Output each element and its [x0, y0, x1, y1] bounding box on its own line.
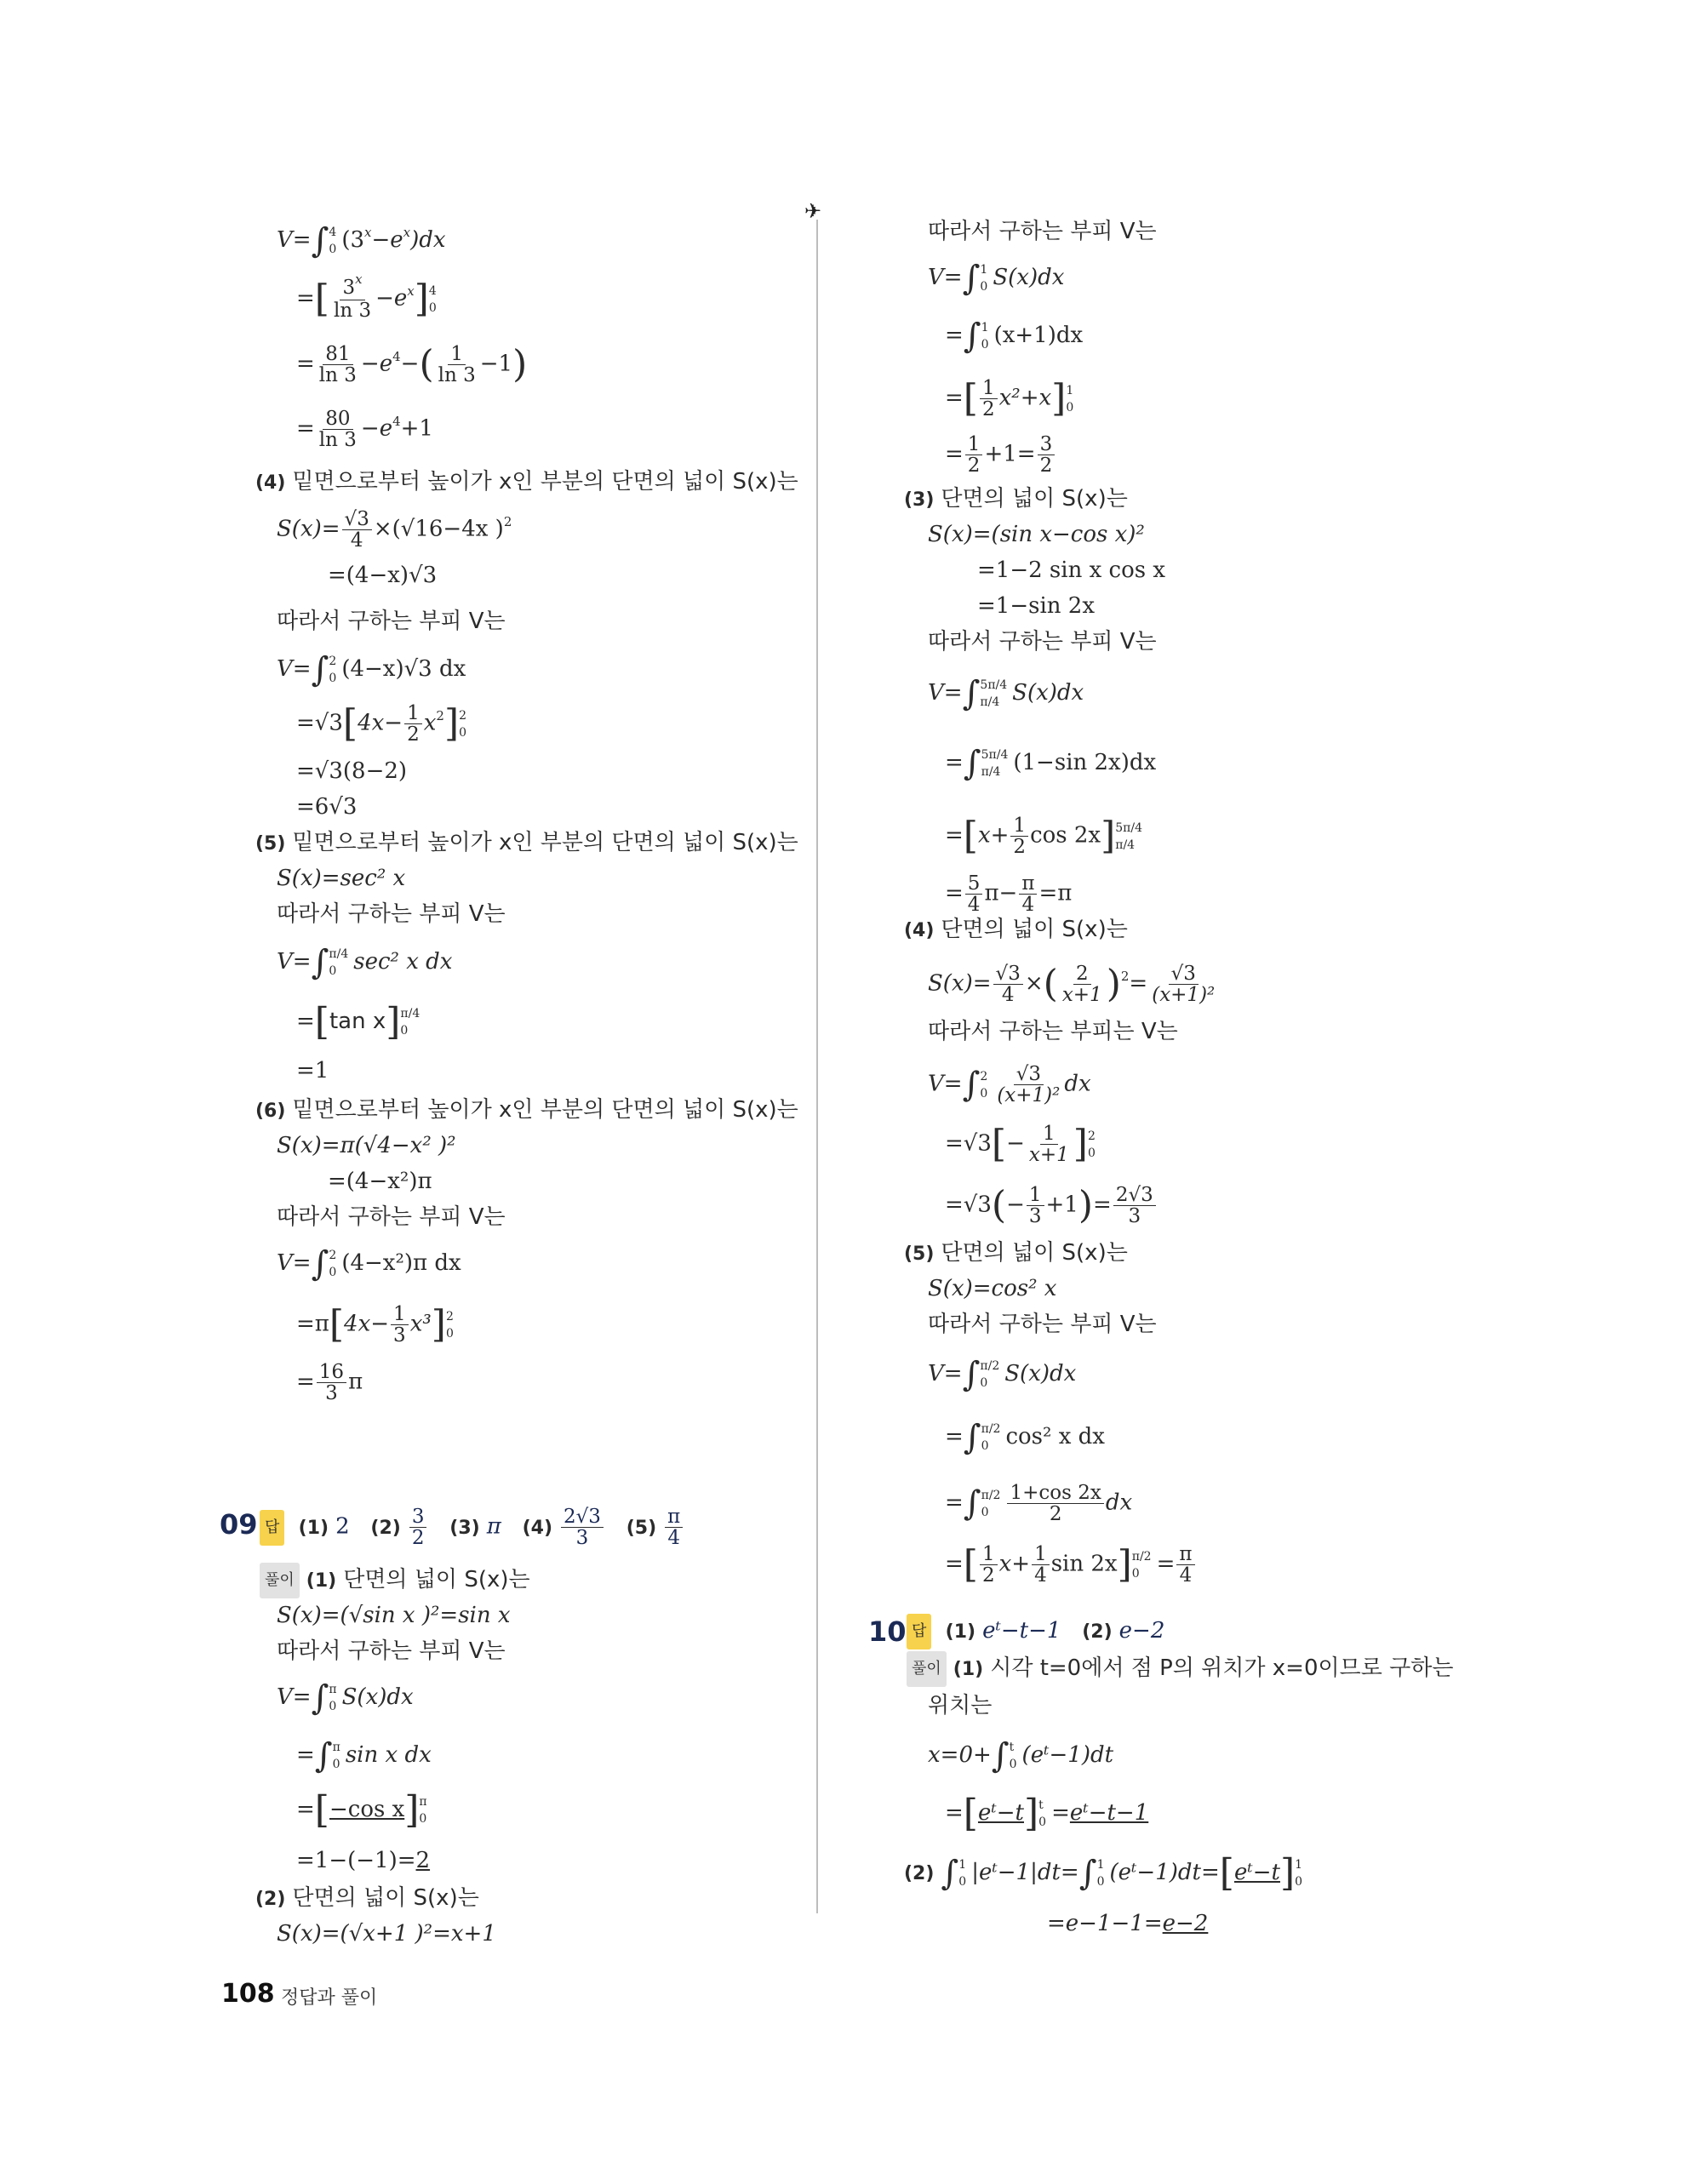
- eq-line: =[x+ $\frac{1}{2}$ cos 2x] 5π/4 π/4: [945, 814, 1142, 858]
- eq-line: =[ $\frac{1}{2}$ x²+x] 1 0: [945, 376, 1074, 420]
- eq-line: =(4−x)√3: [328, 563, 438, 588]
- text-line: 따라서 구하는 부피 V는: [277, 1204, 506, 1230]
- eq-line: =[ $\frac{3^x}{\ln 3}$ $-e^x$] 4 0: [296, 272, 437, 322]
- eq-line: V=∫ 2 0 $\frac{√3}{\text{(x+1)²}}$ dx: [928, 1063, 1091, 1106]
- text-line: 따라서 구하는 부피 V는: [277, 609, 506, 634]
- eq-line: =π[4x− $\frac{1}{3}$ x³] 2 0: [296, 1302, 454, 1346]
- divider-ornament-icon: ✈: [804, 199, 822, 223]
- eq-line: V=∫ 2 0 (4−x)√3 dx: [277, 650, 466, 689]
- eq-line: =∫ π 0 sin x dx: [296, 1736, 432, 1775]
- eq-line: =[ $\frac{1}{2}$ x+ $\frac{1}{4}$ sin 2x] π/2 0 = $\frac{\pi}{4}$: [945, 1544, 1197, 1586]
- eq-line: =[tan x] π/4 0: [296, 1000, 420, 1043]
- eq-line: =√3(− $\frac{1}{3}$ +1)= $\frac{2√3}{3}$: [945, 1185, 1158, 1226]
- eq-line: V=∫ π 0 S(x)dx: [277, 1678, 414, 1718]
- eq-line: = $\frac{81}{\ln 3}$ $-e^4-$( $\frac{1}{\ln 3}$ −1): [296, 342, 528, 386]
- text-line: 따라서 구하는 부피는 V는: [928, 1019, 1178, 1044]
- eq-line: = $\frac{16}{3}$ π: [296, 1361, 363, 1404]
- sub-problem-heading: (3) 단면의 넓이 S(x)는: [904, 486, 1128, 512]
- text-line: 따라서 구하는 부피 V는: [277, 1638, 506, 1664]
- eq-line: (2) ∫ 1 0 |eᵗ−1|dt=∫ 1 0 (eᵗ−1)dt=[eᵗ−t] 1 0: [904, 1851, 1303, 1895]
- eq-line: =6√3: [296, 794, 358, 820]
- eq-line: =√3(8−2): [296, 758, 408, 784]
- eq-line: x=0+∫ t 0 (eᵗ−1)dt: [928, 1736, 1114, 1775]
- eq-line: S(x)= $\frac{√3}{4}$ ×( $\frac{2}{x+1}$ )$^2$= $\frac{√3}{\text{(x+1)²}}$: [928, 962, 1216, 1006]
- eq-line: =√3[4x− $\frac{1}{2}$ $x^2$] 2 0: [296, 701, 467, 746]
- text-line: 따라서 구하는 부피 V는: [928, 1312, 1157, 1337]
- eq-line: =[eᵗ−t] t 0 =eᵗ−t−1: [945, 1792, 1149, 1835]
- eq-line: =e−1−1=e−2: [1047, 1911, 1209, 1936]
- eq-line: =∫ 1 0 (x+1)dx: [945, 317, 1084, 356]
- question-number: 09: [220, 1508, 258, 1541]
- eq-line: =(4−x²)π: [328, 1169, 432, 1194]
- eq-line: S(x)= $\frac{√3}{4}$ ×(√16−4x )$^2$: [277, 508, 512, 552]
- text-line: 따라서 구하는 부피 V는: [928, 219, 1157, 244]
- eq-line: S(x)=cos² x: [928, 1276, 1057, 1301]
- sub-problem-heading: (5) 밑면으로부터 높이가 x인 부분의 단면의 넓이 S(x)는: [255, 830, 798, 855]
- eq-line: =∫ 5π/4 π/4 (1−sin 2x)dx: [945, 744, 1157, 783]
- eq-line: =1−2 sin x cos x: [977, 557, 1165, 583]
- eq-line: =1−(−1)=2: [296, 1848, 431, 1873]
- eq-line: V=∫ π/4 0 sec² x dx: [277, 943, 453, 982]
- sub-problem-heading: (5) 단면의 넓이 S(x)는: [904, 1240, 1128, 1266]
- eq-line: = $\frac{1}{2}$ +1= $\frac{3}{2}$: [945, 434, 1056, 476]
- eq-line: =√3[− $\frac{1}{x+1}$ ] 2 0: [945, 1122, 1096, 1166]
- sub-problem-heading: (6) 밑면으로부터 높이가 x인 부분의 단면의 넓이 S(x)는: [255, 1097, 798, 1123]
- eq-line: =∫ π/2 0 cos² x dx: [945, 1418, 1105, 1457]
- answer-line: 답 (1) 2 (2) $\frac{3}{2}$ (3) π (4) $\frac{2√3}{3}$ (5) $\frac{\pi}{4}$: [260, 1507, 684, 1548]
- eq-line: S(x)=(√x+1 )²=x+1: [277, 1921, 496, 1947]
- footer-label: 정답과 풀이: [281, 1987, 378, 2009]
- eq-line: S(x)=(sin x−cos x)²: [928, 522, 1145, 547]
- eq-line: S(x)=sec² x: [277, 866, 406, 891]
- eq-line: = $\frac{80}{\ln 3}$ $-e^4+1$: [296, 408, 433, 451]
- eq-line: V=∫ 4 0 $(3^x-e^x)dx$: [277, 221, 446, 260]
- sub-problem-heading: (2) 단면의 넓이 S(x)는: [255, 1885, 479, 1911]
- answer-line: 답 (1) eᵗ−t−1 (2) e−2: [907, 1614, 1164, 1649]
- solution-heading: 풀이 (1) 단면의 넓이 S(x)는: [260, 1563, 530, 1598]
- page-number: 108: [221, 1979, 275, 2009]
- eq-line: =1: [296, 1058, 329, 1083]
- sub-problem-heading: (4) 단면의 넓이 S(x)는: [904, 917, 1128, 942]
- column-divider: [816, 220, 818, 1913]
- solution-heading: 풀이 (1) 시각 t=0에서 점 P의 위치가 x=0이므로 구하는: [907, 1651, 1453, 1687]
- sub-problem-heading: (4) 밑면으로부터 높이가 x인 부분의 단면의 넓이 S(x)는: [255, 469, 798, 495]
- eq-line: =[−cos x] π 0: [296, 1788, 427, 1832]
- eq-line: V=∫ π/2 0 S(x)dx: [928, 1355, 1077, 1394]
- text-line: 따라서 구하는 부피 V는: [928, 629, 1157, 655]
- eq-line: V=∫ 1 0 S(x)dx: [928, 259, 1065, 298]
- eq-line: = $\frac{5}{4}$ π− $\frac{\pi}{4}$ =π: [945, 872, 1073, 916]
- eq-line: S(x)=π(√4−x² )²: [277, 1133, 456, 1158]
- text-line: 위치는: [928, 1693, 993, 1718]
- eq-line: =1−sin 2x: [977, 593, 1095, 619]
- eq-line: V=∫ 2 0 (4−x²)π dx: [277, 1244, 461, 1284]
- eq-line: S(x)=(√sin x )²=sin x: [277, 1603, 511, 1628]
- eq-line: V=∫ 5π/4 π/4 S(x)dx: [928, 674, 1084, 713]
- text-line: 따라서 구하는 부피 V는: [277, 901, 506, 927]
- question-number: 10: [868, 1615, 907, 1648]
- eq-line: =∫ π/2 0 $\frac{1+\cos 2x}{2}$ dx: [945, 1482, 1133, 1525]
